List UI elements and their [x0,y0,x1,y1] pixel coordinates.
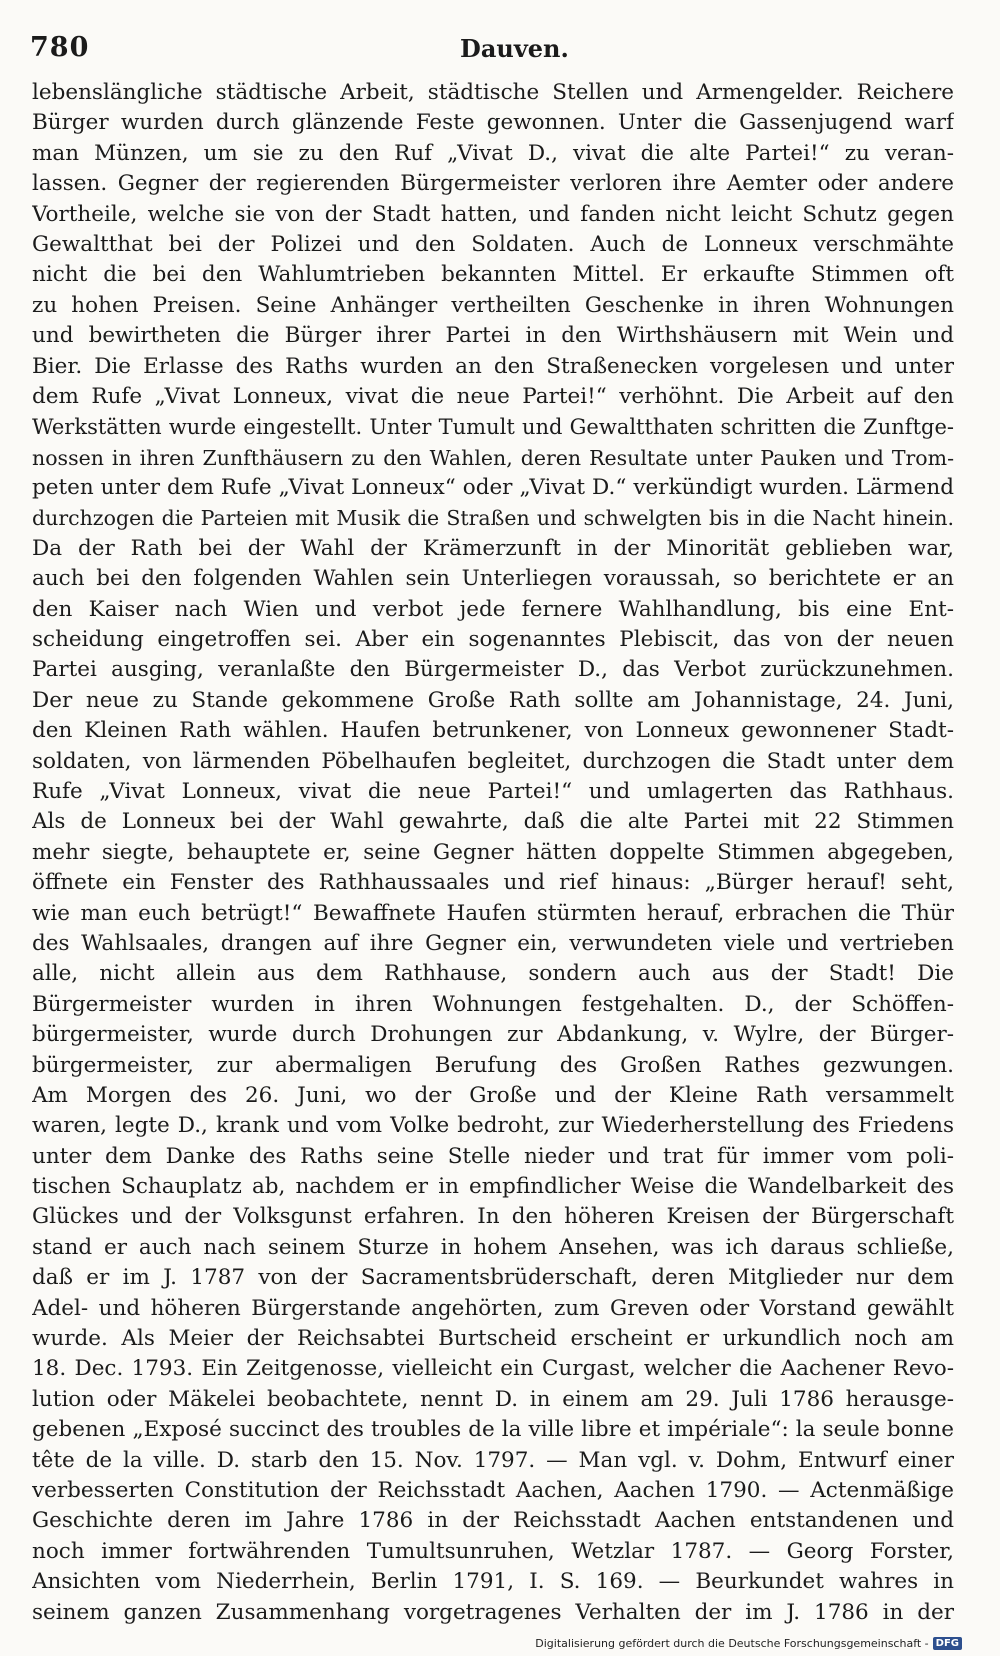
text-line: Als de Lonneux bei der Wahl gewahrte, daß die alte Partei mit 22 Stimmen [32,809,954,835]
text-line: waren, legte D., krank und vom Volke bedroht, zur Wiederherstellung des Friedens [32,1113,954,1139]
text-line: wie man euch betrügt!“ Bewaffnete Haufen stürmten herauf, erbrachen die Thür [32,900,954,926]
text-line: verbesserten Constitution der Reichsstadt Aachen, Aachen 1790. — Actenmäßige [32,1477,954,1503]
text-line: bürgermeister, zur abermaligen Berufung des Großen Rathes gezwungen. [32,1052,954,1078]
text-line: Bier. Die Erlasse des Raths wurden an den Straßenecken vorgelesen und unter [32,353,954,379]
text-line: 18. Dec. 1793. Ein Zeitgenosse, vielleicht ein Curgast, welcher die Aachener Revo- [32,1356,954,1382]
text-line: Gewaltthat bei der Polizei und den Soldaten. Auch de Lonneux verschmähte [32,231,954,257]
text-line: Da der Rath bei der Wahl der Krämerzunft in der Minorität geblieben war, [32,535,954,561]
text-line: tischen Schauplatz ab, nachdem er in empfindlicher Weise die Wandelbarkeit des [32,1174,954,1200]
text-line: lassen. Gegner der regierenden Bürgermeister verloren ihre Aemter oder andere [32,171,954,197]
text-line: zu hohen Preisen. Seine Anhänger vertheilten Geschenke in ihren Wohnungen [32,292,954,318]
credit-text: Digitalisierung gefördert durch die Deutsche Forschungsgemeinschaft - [535,1637,929,1650]
text-line: und bewirtheten die Bürger ihrer Partei in den Wirthshäusern mit Wein und [32,323,954,349]
text-line: Am Morgen des 26. Juni, wo der Große und der Kleine Rath versammelt [32,1082,954,1108]
text-line: mehr siegte, behauptete er, seine Gegner hätten doppelte Stimmen abgegeben, [32,839,954,865]
text-line: lution oder Mäkelei beobachtete, nennt D. in einem am 29. Juli 1786 herausge- [32,1386,954,1412]
text-line: tête de la ville. D. starb den 15. Nov. 1797. — Man vgl. v. Dohm, Entwurf einer [32,1447,954,1473]
page-number: 780 [30,32,90,63]
text-line: gebenen „Exposé succinct des troubles de la ville libre et impériale“: la seule bonne [32,1417,954,1443]
text-line: des Wahlsaales, drangen auf ihre Gegner ein, verwundeten viele und vertrieben [32,930,954,956]
text-line: noch immer fortwährenden Tumultsunruhen, Wetzlar 1787. — Georg Forster, [32,1538,954,1564]
dfg-logo: DFG [933,1637,962,1650]
text-line: Werkstätten wurde eingestellt. Unter Tumult und Gewaltthaten schritten die Zunftge- [32,415,954,440]
text-line: lebenslängliche städtische Arbeit, städtische Stellen und Armengelder. Reichere [32,80,954,105]
text-line: bürgermeister, wurde durch Drohungen zur Abdankung, v. Wylre, der Bürger- [32,1022,954,1048]
text-line: seinem ganzen Zusammenhang vorgetragenes Verhalten der im J. 1786 in der [32,1599,954,1625]
text-line: Ansichten vom Niederrhein, Berlin 1791, I. S. 169. — Beurkundet wahres in [32,1569,954,1595]
text-line: nicht die bei den Wahlumtrieben bekannten Mittel. Er erkaufte Stimmen oft [32,262,954,288]
text-line: nossen in ihren Zunfthäusern zu den Wahlen, deren Resultate unter Pauken und Trom- [32,445,954,470]
text-line: Bürgermeister wurden in ihren Wohnungen festgehalten. D., der Schöffen- [32,991,954,1017]
text-line: Der neue zu Stande gekommene Große Rath sollte am Johannistage, 24. Juni, [32,687,954,713]
text-line: soldaten, von lärmenden Pöbelhaufen begleitet, durchzogen die Stadt unter dem [32,748,954,774]
digitization-credit [535,1637,962,1650]
text-line: wurde. Als Meier der Reichsabtei Burtscheid erscheint er urkundlich noch am [32,1326,954,1352]
text-line: Adel- und höheren Bürgerstande angehörten, zum Greven oder Vorstand gewählt [32,1295,954,1321]
text-line: Rufe „Vivat Lonneux, vivat die neue Partei!“ und umlagerten das Rathhaus. [32,778,954,804]
text-line: Partei ausging, veranlaßte den Bürgermeister D., das Verbot zurückzunehmen. [32,657,954,683]
page-header [30,26,960,66]
text-line: stand er auch nach seinem Sturze in hohem Ansehen, was ich daraus schließe, [32,1234,954,1260]
text-line: Glückes und der Volksgunst erfahren. In den höheren Kreisen der Bürgerschaft [32,1204,954,1230]
running-head: Dauven. [460,34,569,63]
text-line: öffnete ein Fenster des Rathhaussaales und rief hinaus: „Bürger herauf! seht, [32,870,954,896]
text-line: peten unter dem Rufe „Vivat Lonneux“ oder „Vivat D.“ verkündigt wurden. Lärmend [32,475,954,501]
text-line: Bürger wurden durch glänzende Feste gewonnen. Unter die Gassenjugend warf [32,110,954,136]
text-line: daß er im J. 1787 von der Sacramentsbrüderschaft, deren Mitglieder nur dem [32,1265,954,1291]
text-line: unter dem Danke des Raths seine Stelle nieder und trat für immer vom poli- [32,1143,954,1169]
text-line: alle, nicht allein aus dem Rathhause, sondern auch aus der Stadt! Die [32,961,954,987]
text-line: durchzogen die Parteien mit Musik die Straßen und schwelgten bis in die Nacht hinein. [32,506,954,531]
text-line: Vortheile, welche sie von der Stadt hatten, und fanden nicht leicht Schutz gegen [32,201,954,227]
text-line: auch bei den folgenden Wahlen sein Unterliegen voraussah, so berichtete er an [32,566,954,592]
text-line: den Kaiser nach Wien und verbot jede fernere Wahlhandlung, bis eine Ent- [32,596,954,622]
text-line: scheidung eingetroffen sei. Aber ein sogenanntes Plebiscit, das von der neuen [32,627,954,653]
text-line: dem Rufe „Vivat Lonneux, vivat die neue Partei!“ verhöhnt. Die Arbeit auf den [32,383,954,409]
text-line: den Kleinen Rath wählen. Haufen betrunkener, von Lonneux gewonnener Stadt- [32,718,954,744]
body-text [32,78,954,1628]
text-line: Geschichte deren im Jahre 1786 in der Reichsstadt Aachen entstandenen und [32,1508,954,1534]
text-line: man Münzen, um sie zu den Ruf „Vivat D., vivat die alte Partei!“ zu veran- [32,140,954,166]
